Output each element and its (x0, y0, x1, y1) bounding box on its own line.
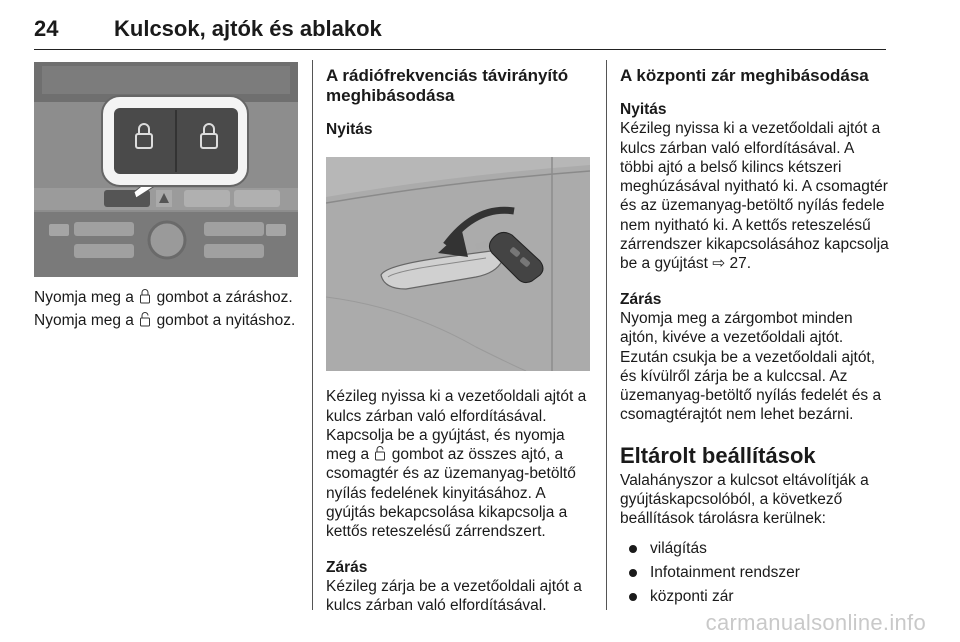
subheading-close: Zárás (620, 290, 662, 308)
watermark: carmanualsonline.info (705, 610, 926, 635)
list-item: világítás (620, 537, 890, 561)
subheading-open: Nyitás (326, 121, 373, 138)
section-heading-stored-settings: Eltárolt beállítások (620, 442, 816, 468)
page-header (34, 10, 886, 50)
lock-instruction: Nyomja meg a gombot a záráshoz. (34, 289, 293, 306)
list-item: Infotainment rendszer (620, 561, 890, 585)
paragraph-central-close: Nyomja meg a zárgombot minden ajtón, kivéve a vezetőoldali ajtót. Ezután csukja be a vezetőoldali ajtót, és kívülről zárja be a kulccsal. Az üzemanyag-betöltő nyílás fedelét és a csomagtérajtót nem lehet bezárni. (620, 309, 882, 424)
paragraph-central-open: Kézileg nyissa ki a vezetőoldali ajtót a kulcs zárban való elfordításával. A többi ajtó a belső kilincs kétszeri meghúzásával nyitható ki. A csomagtér és az üzemanyag-betöltő nyílás fedele nem nyitható ki. A kettős reteszelésű zárrendszer kikapcsolásához kapcsolja be a gyújtást ⇨ 27. (620, 120, 889, 273)
section-heading-central-lock: A központi zár meghibásodása (620, 66, 869, 85)
door-key-figure (326, 157, 590, 371)
lock-open-icon (139, 311, 151, 327)
subheading-close: Zárás (326, 558, 368, 576)
page-reference[interactable]: 27. (729, 255, 752, 273)
stored-settings-list (620, 537, 890, 609)
section-heading-remote: A rádiófrekvenciás távirányító meghibásodása (326, 66, 569, 105)
column-3 (620, 60, 890, 609)
column-divider (312, 60, 313, 610)
paragraph-stored-settings: Valahányszor a kulcsot eltávolítják a gyújtáskapcsolóból, a következő beállítások tárolásra kerülnek: (620, 471, 869, 528)
page-number: 24 (34, 16, 59, 41)
subheading-open: Nyitás (620, 101, 667, 118)
paragraph-remote-close: Kézileg zárja be a vezetőoldali ajtót a kulcs zárban való elfordításával. (326, 577, 582, 615)
page-reference-arrow: ⇨ (712, 255, 726, 273)
column-divider (606, 60, 607, 610)
unlock-instruction: Nyomja meg a gombot a nyitáshoz. (34, 312, 296, 330)
column-1 (34, 60, 298, 331)
lock-closed-icon (139, 288, 151, 304)
lock-buttons-figure (34, 62, 298, 277)
list-item: központi zár (620, 585, 890, 609)
column-2 (326, 60, 590, 616)
paragraph-remote-open: Kézileg nyissa ki a vezetőoldali ajtót a kulcs zárban való elfordításával. Kapcsolja be a gyújtást, és nyomja meg a gombot az összes ajtó, a csomagtér és az üzemanyag-betöltő nyílás fedelének kinyitásához. A gyújtás bekapcsolása kikapcsolja a kettős reteszelésű zárrendszert. (326, 388, 587, 541)
page-title: Kulcsok, ajtók és ablakok (114, 16, 382, 41)
lock-open-icon (374, 445, 386, 461)
